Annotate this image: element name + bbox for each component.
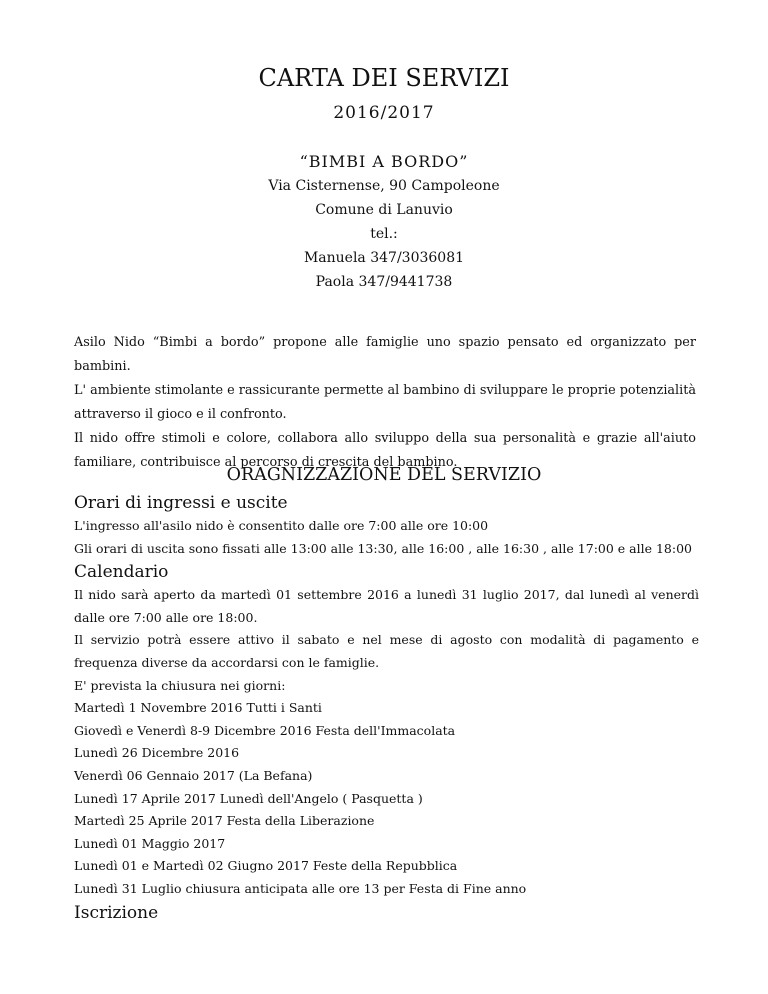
hours-heading: Orari di ingressi e uscite: [74, 493, 288, 513]
closure-item: Lunedì 01 e Martedì 02 Giugno 2017 Feste della Repubblica: [74, 858, 458, 874]
exit-hours: Gli orari di uscita sono fissati alle 13:00 alle 13:30, alle 16:00 , alle 16:30 , alle 17:00 e alle 18:00: [74, 540, 692, 556]
intro-paragraph: Il nido offre stimoli e colore, collabora allo sviluppo della sua personalità e grazie all'aiuto familiare, contribuisce al percorso di crescita del bambino.: [74, 431, 696, 470]
closures-intro: E' prevista la chiusura nei giorni:: [74, 677, 286, 693]
document-title: CARTA DEI SERVIZI: [258, 64, 510, 92]
opening-period: Il nido sarà aperto da martedì 01 settembre 2016 a lunedì 31 luglio 2017, dal lunedì al venerdì dalle ore 7:00 alle ore 18:00.: [74, 587, 699, 625]
school-year: 2016/2017: [333, 103, 435, 123]
phone-label: tel.:: [370, 226, 398, 242]
school-name: “BIMBI A BORDO”: [299, 152, 469, 171]
intro-paragraph: L' ambiente stimolante e rassicurante permette al bambino di sviluppare le proprie potenzialità attraverso il gioco e il confronto.: [74, 383, 696, 422]
entry-hours: L'ingresso all'asilo nido è consentito dalle ore 7:00 alle ore 10:00: [74, 518, 489, 533]
enrollment-heading: Iscrizione: [74, 902, 159, 923]
school-municipality: Comune di Lanuvio: [315, 202, 453, 218]
closure-item: Lunedì 17 Aprile 2017 Lunedì dell'Angelo ( Pasquetta ): [74, 790, 423, 806]
closure-item: Lunedì 26 Dicembre 2016: [74, 745, 240, 761]
school-address: Via Cisternense, 90 Campoleone: [268, 178, 500, 194]
intro-section: [74, 331, 696, 475]
section-title: ORAGNIZZAZIONE DEL SERVIZIO: [226, 465, 542, 485]
calendar-heading: Calendario: [74, 562, 169, 583]
school-info: [0, 150, 768, 294]
closure-item: Venerdì 06 Gennaio 2017 (La Befana): [74, 767, 313, 783]
phone-manuela: Manuela 347/3036081: [303, 250, 465, 266]
organization-content: [74, 491, 699, 925]
closure-item: Martedì 25 Aprile 2017 Festa della Liberazione: [74, 813, 375, 829]
intro-paragraph: Asilo Nido “Bimbi a bordo” propone alle famiglie uno spazio pensato ed organizzato per bambini.: [74, 335, 696, 374]
saturday-service: Il servizio potrà essere attivo il sabato e nel mese di agosto con modalità di pagamento e frequenza diverse da accordarsi con le famiglie.: [74, 632, 699, 670]
closure-item: Giovedì e Venerdì 8-9 Dicembre 2016 Festa dell'Immacolata: [74, 722, 456, 738]
phone-paola: Paola 347/9441738: [315, 274, 453, 290]
closure-item: Lunedì 31 Luglio chiusura anticipata alle ore 13 per Festa di Fine anno: [74, 880, 527, 896]
closure-item: Lunedì 01 Maggio 2017: [74, 835, 226, 851]
closure-item: Martedì 1 Novembre 2016 Tutti i Santi: [74, 700, 322, 716]
